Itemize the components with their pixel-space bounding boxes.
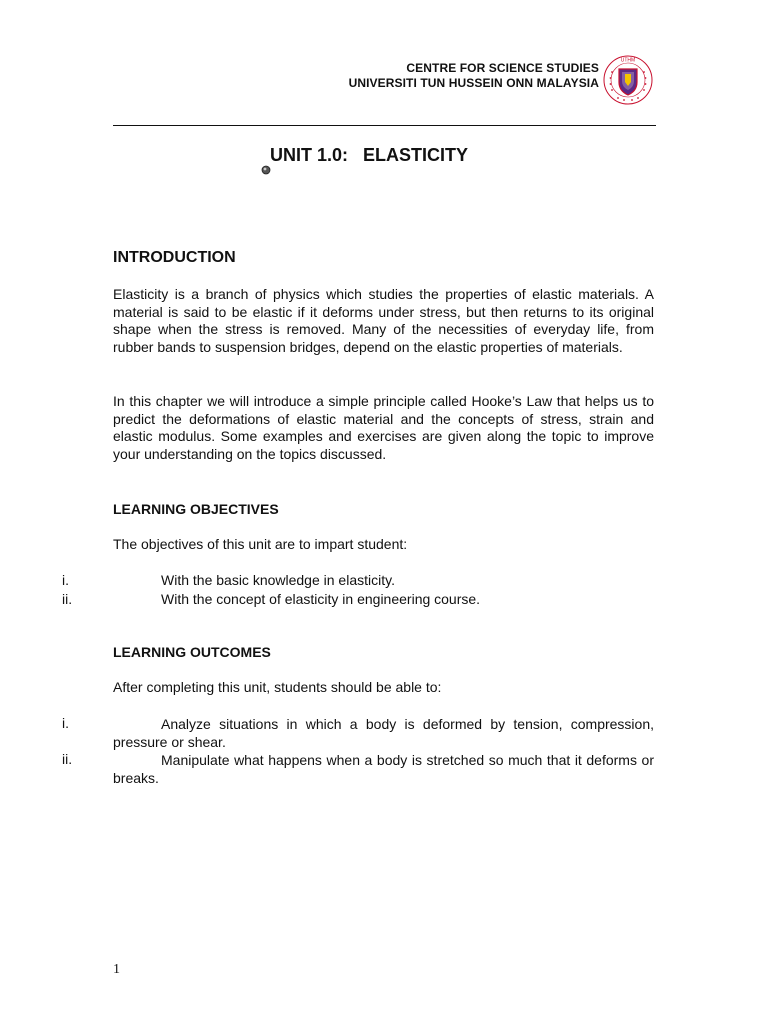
header-university: UNIVERSITI TUN HUSSEIN ONN MALAYSIA	[348, 76, 599, 90]
outcomes-heading: LEARNING OUTCOMES	[113, 644, 271, 660]
objective-item: With the concept of elasticity in engineering course.	[161, 591, 481, 607]
introduction-heading: INTRODUCTION	[113, 249, 236, 266]
objective-number: i.	[62, 572, 69, 588]
outcomes-intro: After completing this unit, students should be able to:	[113, 679, 442, 695]
header-rule	[113, 125, 656, 126]
outcome-number: i.	[62, 715, 69, 731]
objective-item: With the basic knowledge in elasticity.	[161, 572, 395, 588]
introduction-paragraph-2: In this chapter we will introduce a simple principle called Hooke’s Law that helps us to predict the deformations of elastic material and the concepts of stress, strain and elastic modulus. Some examples and exercises are given along the topic to improve your understanding on the topics discussed.	[113, 393, 654, 462]
objectives-intro: The objectives of this unit are to impart student:	[113, 536, 408, 552]
header-institution	[349, 61, 599, 91]
logo-ring-text: UTHM	[620, 57, 636, 64]
objectives-heading: LEARNING OBJECTIVES	[113, 501, 279, 517]
outcome-number: ii.	[62, 751, 73, 767]
introduction-paragraph-1: Elasticity is a branch of physics which studies the properties of elastic materials. A material is said to be elastic if it deforms under stress, but then returns to its original shape when the stress is removed. Many of the necessities of everyday life, from rubber bands to suspension bridges, depend on the elastic properties of materials.	[113, 286, 654, 355]
bullet-icon	[261, 165, 271, 175]
page-number: 1	[113, 962, 120, 977]
objective-number: ii.	[62, 591, 73, 607]
unit-title: UNIT 1.0: ELASTICITY	[270, 145, 469, 165]
uthm-crest-logo-icon	[602, 54, 654, 106]
header-centre: CENTRE FOR SCIENCE STUDIES	[406, 61, 599, 75]
outcome-item: Manipulate what happens when a body is stretched so much that it deforms or breaks.	[113, 752, 654, 786]
outcome-item: Analyze situations in which a body is deformed by tension, compression, pressure or shear.	[113, 716, 654, 750]
